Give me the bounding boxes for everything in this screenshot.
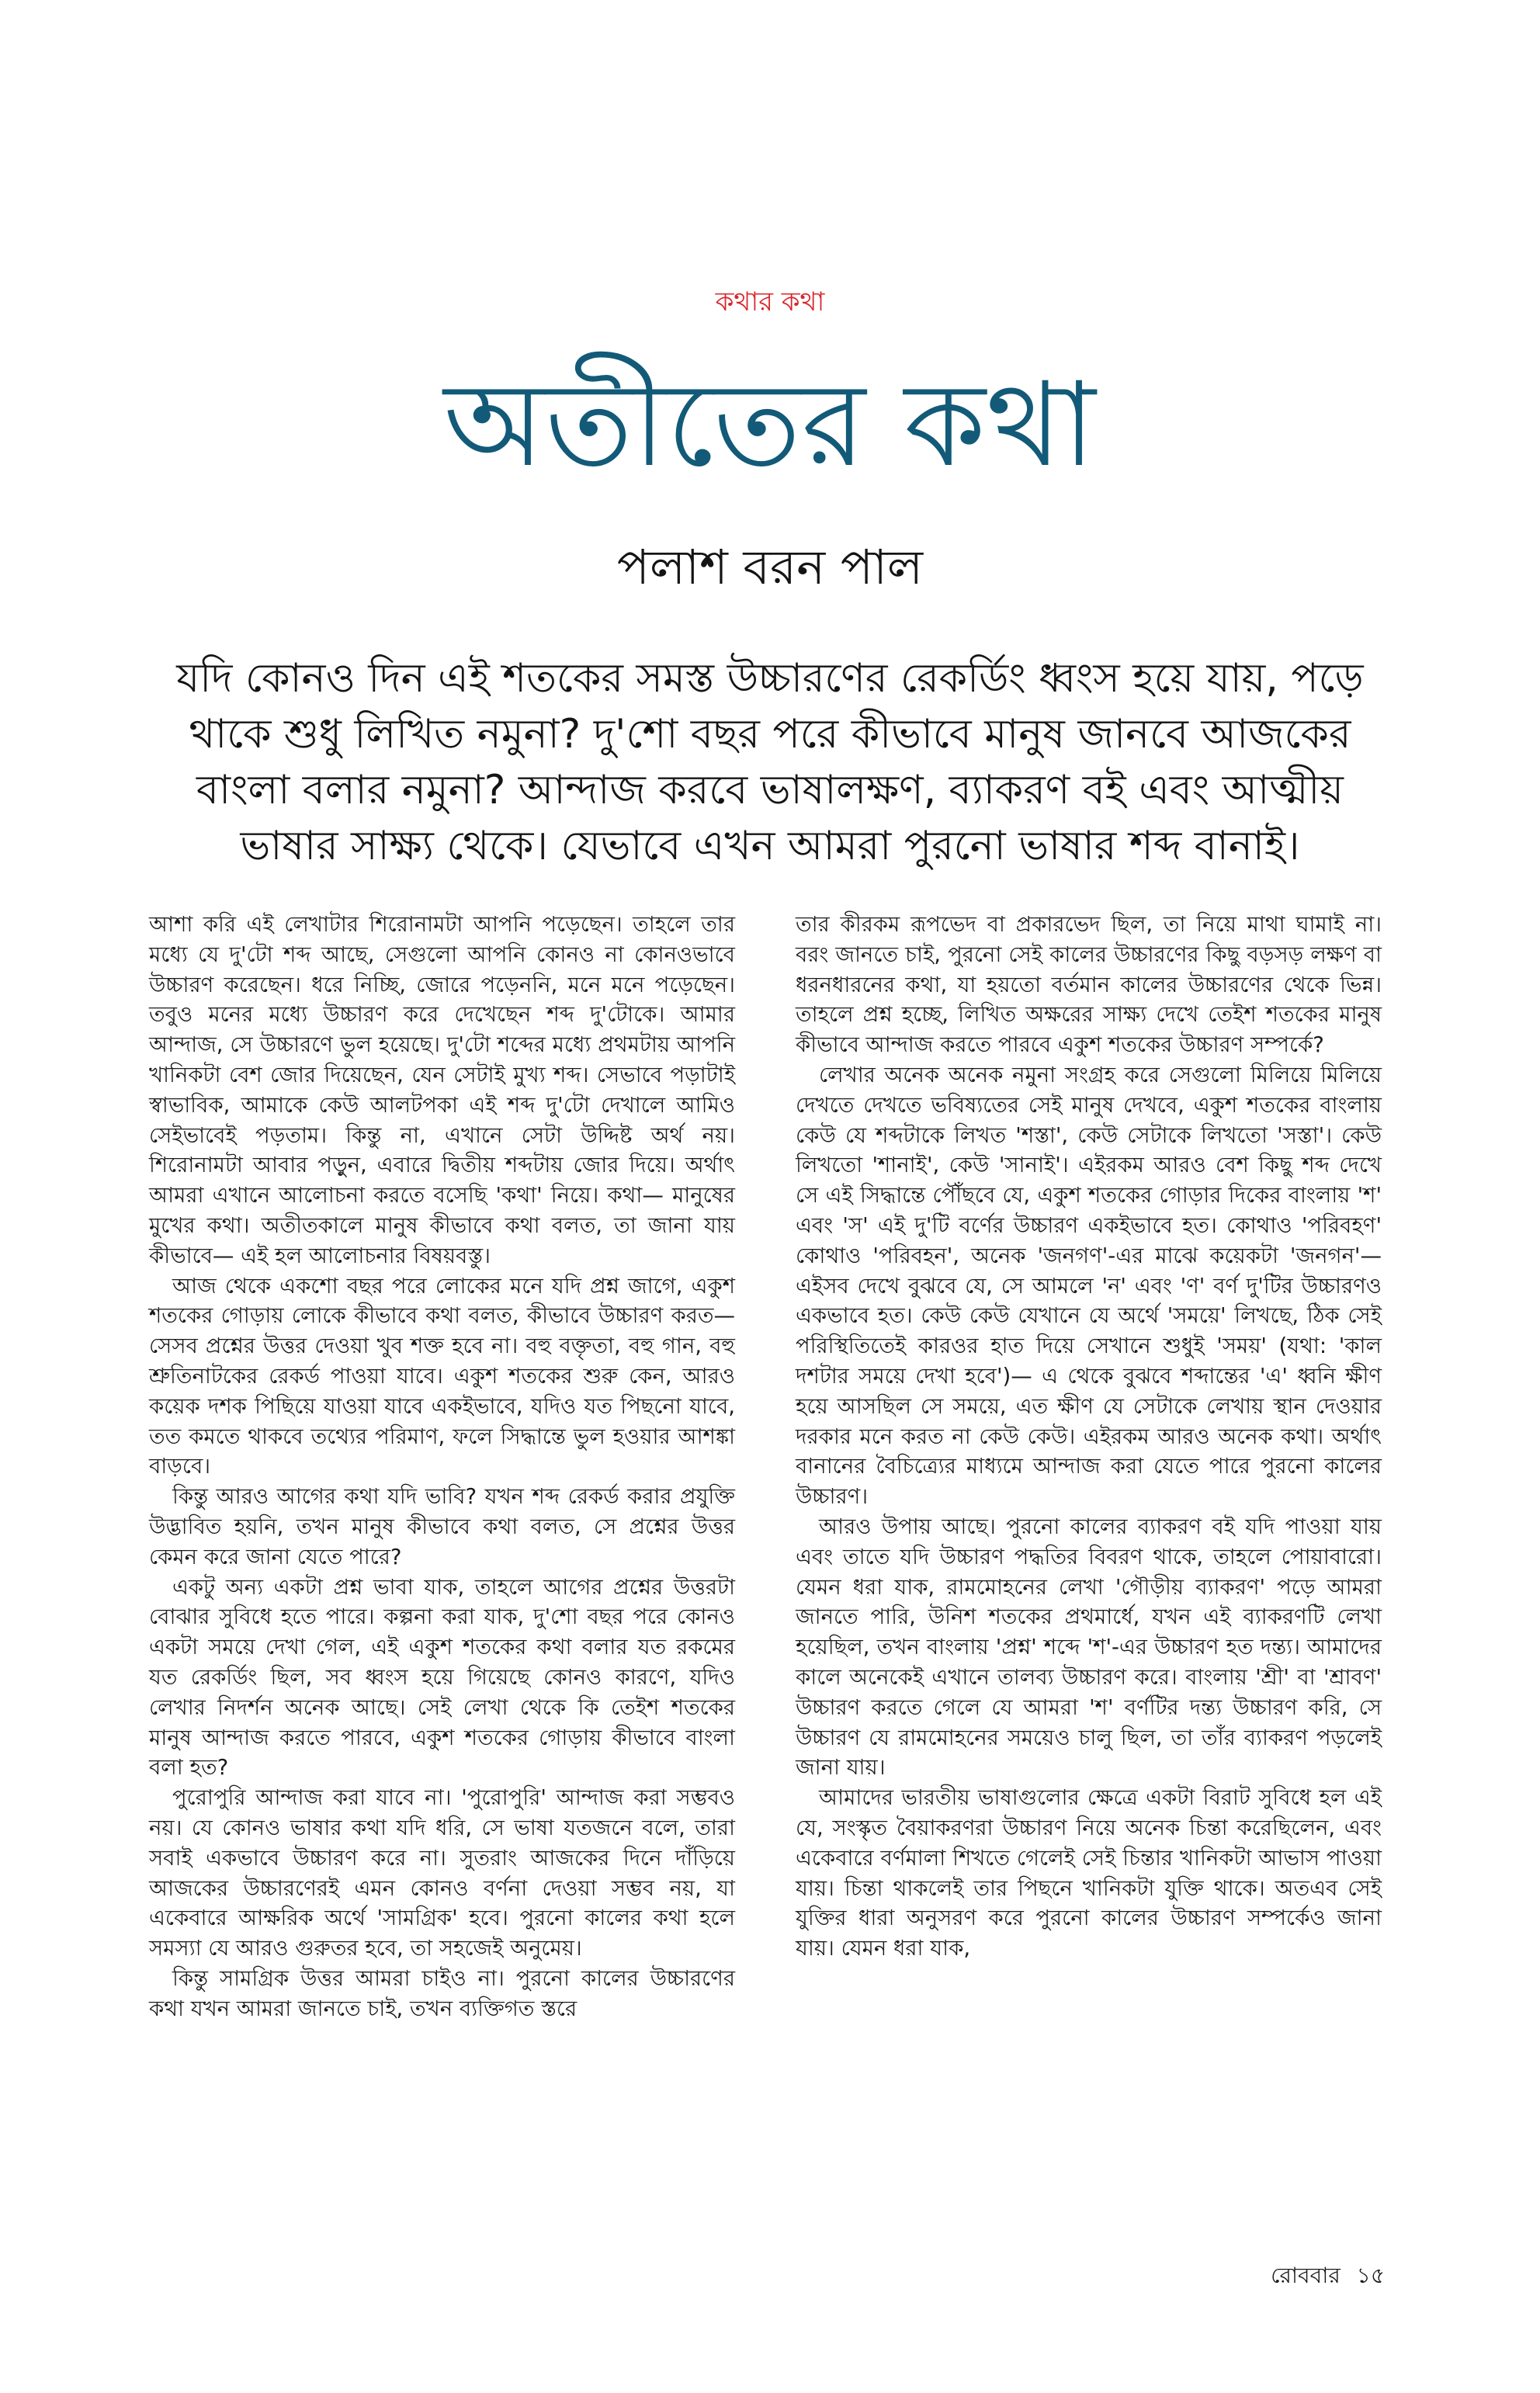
publication-name: রোববার	[1271, 2263, 1341, 2288]
body-column-left	[149, 910, 735, 2024]
body-paragraph: আমাদের ভারতীয় ভাষাগুলোর ক্ষেত্রে একটা বিরাট সুবিধে হল এই যে, সংস্কৃত বৈয়াকরণরা উচ্চারণ নিয়ে অনেক চিন্তা করেছিলেন, এবং একেবারে বর্ণমালা শিখতে গেলেই সেই চিন্তার খানিকটা আভাস পাওয়া যায়। চিন্তা থাকলেই তার পিছনে খানিকটা যুক্তি থাকে। অতএব সেই যুক্তির ধারা অনুসরণ করে পুরনো কালের উচ্চারণ সম্পর্কেও জানা যায়। যেমন ধরা যাক,	[796, 1785, 1382, 1961]
page-number: ১৫	[1356, 2263, 1385, 2288]
body-paragraph: আজ থেকে একশো বছর পরে লোকের মনে যদি প্রশ্ন জাগে, একুশ শতকের গোড়ায় লোকে কীভাবে কথা বলত, কীভাবে উচ্চারণ করত— সেসব প্রশ্নের উত্তর দেওয়া খুব শক্ত হবে না। বহু বক্তৃতা, বহু গান, বহু শ্রুতিনাটকের রেকর্ড পাওয়া যাবে। একুশ শতকের শুরু কেন, আরও কয়েক দশক পিছিয়ে যাওয়া যাবে একইভাবে, যদিও যত পিছনো যাবে, তত কমতে থাকবে তথ্যের পরিমাণ, ফলে সিদ্ধান্তে ভুল হওয়ার আশঙ্কা বাড়বে।	[149, 1273, 735, 1479]
body-paragraph: একটু অন্য একটা প্রশ্ন ভাবা যাক, তাহলে আগের প্রশ্নের উত্তরটা বোঝার সুবিধে হতে পারে। কল্পনা করা যাক, দু'শো বছর পরে কোনও একটা সময়ে দেখা গেল, এই একুশ শতকের কথা বলার যত রকমের যত রেকর্ডিং ছিল, সব ধ্বংস হয়ে গিয়েছে কোনও কারণে, যদিও লেখার নিদর্শন অনেক আছে। সেই লেখা থেকে কি তেইশ শতকের মানুষ আন্দাজ করতে পারবে, একুশ শতকের গোড়ায় কীভাবে বাংলা বলা হত?	[149, 1574, 735, 1781]
body-paragraph: পুরোপুরি আন্দাজ করা যাবে না। 'পুরোপুরি' আন্দাজ করা সম্ভবও নয়। যে কোনও ভাষার কথা যদি ধরি, সে ভাষা যতজনে বলে, তারা সবাই একভাবে উচ্চারণ করে না। সুতরাং আজকের দিনে দাঁড়িয়ে আজকের উচ্চারণেরই এমন কোনও বর্ণনা দেওয়া সম্ভব নয়, যা একেবারে আক্ষরিক অর্থে 'সামগ্রিক' হবে। পুরনো কালের কথা হলে সমস্যা যে আরও গুরুতর হবে, তা সহজেই অনুমেয়।	[149, 1785, 735, 1961]
body-paragraph: আরও উপায় আছে। পুরনো কালের ব্যাকরণ বই যদি পাওয়া যায় এবং তাতে যদি উচ্চারণ পদ্ধতির বিবরণ থাকে, তাহলে পোয়াবারো। যেমন ধরা যাক, রামমোহনের লেখা 'গৌড়ীয় ব্যাকরণ' পড়ে আমরা জানতে পারি, উনিশ শতকের প্রথমার্ধে, যখন এই ব্যাকরণটি লেখা হয়েছিল, তখন বাংলায় 'প্রশ্ন' শব্দে 'শ'-এর উচ্চারণ হত দন্ত্য। আমাদের কালে অনেকেই এখানে তালব্য উচ্চারণ করে। বাংলায় 'শ্রী' বা 'শ্রাবণ' উচ্চারণ করতে গেলে যে আমরা 'শ' বর্ণটির দন্ত্য উচ্চারণ করি, সে উচ্চারণ যে রামমোহনের সময়েও চালু ছিল, তা তাঁর ব্যাকরণ পড়লেই জানা যায়।	[796, 1514, 1382, 1781]
body-paragraph: কিন্তু সামগ্রিক উত্তর আমরা চাইও না। পুরনো কালের উচ্চারণের কথা যখন আমরা জানতে চাই, তখন ব্যক্তিগত স্তরে	[149, 1965, 735, 2021]
section-kicker: কথার কথা	[715, 286, 825, 317]
page-footer	[1271, 2259, 1385, 2295]
article-title: অতীতের কথা	[443, 358, 1097, 493]
article-intro: যদি কোনও দিন এই শতকের সমস্ত উচ্চারণের রেকর্ডিং ধ্বংস হয়ে যায়, পড়ে থাকে শুধু লিখিত নমুনা? দু'শো বছর পরে কীভাবে মানুষ জানবে আজকের বাংলা বলার নমুনা? আন্দাজ করবে ভাষালক্ষণ, ব্যাকরণ বই এবং আত্মীয় ভাষার সাক্ষ্য থেকে। যেভাবে এখন আমরা পুরনো ভাষার শব্দ বানাই।	[176, 655, 1364, 869]
body-paragraph: লেখার অনেক অনেক নমুনা সংগ্রহ করে সেগুলো মিলিয়ে মিলিয়ে দেখতে দেখতে ভবিষ্যতের সেই মানুষ দেখবে, একুশ শতকের বাংলায় কেউ যে শব্দটাকে লিখত 'শস্তা', কেউ সেটাকে লিখতো 'সস্তা'। কেউ লিখতো 'শানাই', কেউ 'সানাই'। এইরকম আরও বেশ কিছু শব্দ দেখে সে এই সিদ্ধান্তে পৌঁছবে যে, একুশ শতকের গোড়ার দিকের বাংলায় 'শ' এবং 'স' এই দু'টি বর্ণের উচ্চারণ একইভাবে হত। কোথাও 'পরিবহণ' কোথাও 'পরিবহন', অনেক 'জনগণ'-এর মাঝে কয়েকটা 'জনগন'— এইসব দেখে বুঝবে যে, সে আমলে 'ন' এবং 'ণ' বর্ণ দু'টির উচ্চারণও একভাবে হত। কেউ কেউ যেখানে যে অর্থে 'সময়ে' লিখছে, ঠিক সেই পরিস্থিতিতেই কারওর হাত দিয়ে সেখানে শুধুই 'সময়' (যথা: 'কাল দশটার সময়ে দেখা হবে')— এ থেকে বুঝবে শব্দান্তের 'এ' ধ্বনি ক্ষীণ হয়ে আসছিল সে সময়ে, এত ক্ষীণ যে সেটাকে লেখায় স্থান দেওয়ার দরকার মনে করত না কেউ কেউ। এইরকম আরও অনেক কথা। অর্থাৎ বানানের বৈচিত্র্যের মাধ্যমে আন্দাজ করা যেতে পারে পুরনো কালের উচ্চারণ।	[796, 1062, 1382, 1510]
body-paragraph: কিন্তু আরও আগের কথা যদি ভাবি? যখন শব্দ রেকর্ড করার প্রযুক্তি উদ্ভাবিত হয়নি, তখন মানুষ কীভাবে কথা বলত, সে প্রশ্নের উত্তর কেমন করে জানা যেতে পারে?	[149, 1484, 735, 1569]
body-column-right	[796, 910, 1382, 1964]
body-paragraph: তার কীরকম রূপভেদ বা প্রকারভেদ ছিল, তা নিয়ে মাথা ঘামাই না। বরং জানতে চাই, পুরনো সেই কালের উচ্চারণের কিছু বড়সড় লক্ষণ বা ধরনধারনের কথা, যা হয়তো বর্তমান কালের উচ্চারণের থেকে ভিন্ন। তাহলে প্রশ্ন হচ্ছে, লিখিত অক্ষরের সাক্ষ্য দেখে তেইশ শতকের মানুষ কীভাবে আন্দাজ করতে পারবে একুশ শতকের উচ্চারণ সম্পর্কে?	[796, 912, 1382, 1058]
author-byline: পলাশ বরন পাল	[616, 539, 924, 595]
body-paragraph: আশা করি এই লেখাটার শিরোনামটা আপনি পড়েছেন। তাহলে তার মধ্যে যে দু'টো শব্দ আছে, সেগুলো আপনি কোনও না কোনওভাবে উচ্চারণ করেছেন। ধরে নিচ্ছি, জোরে পড়েননি, মনে মনে পড়েছেন। তবুও মনের মধ্যে উচ্চারণ করে দেখেছেন শব্দ দু'টোকে। আমার আন্দাজ, সে উচ্চারণে ভুল হয়েছে। দু'টো শব্দের মধ্যে প্রথমটায় আপনি খানিকটা বেশ জোর দিয়েছেন, যেন সেটাই মুখ্য শব্দ। সেভাবে পড়াটাই স্বাভাবিক, আমাকে কেউ আলটপকা এই শব্দ দু'টো দেখালে আমিও সেইভাবেই পড়তাম। কিন্তু না, এখানে সেটা উদ্দিষ্ট অর্থ নয়। শিরোনামটা আবার পড়ুন, এবারে দ্বিতীয় শব্দটায় জোর দিয়ে। অর্থাৎ আমরা এখানে আলোচনা করতে বসেছি 'কথা' নিয়ে। কথা— মানুষের মুখের কথা। অতীতকালে মানুষ কীভাবে কথা বলত, তা জানা যায় কীভাবে— এই হল আলোচনার বিষয়বস্তু।	[149, 912, 735, 1268]
